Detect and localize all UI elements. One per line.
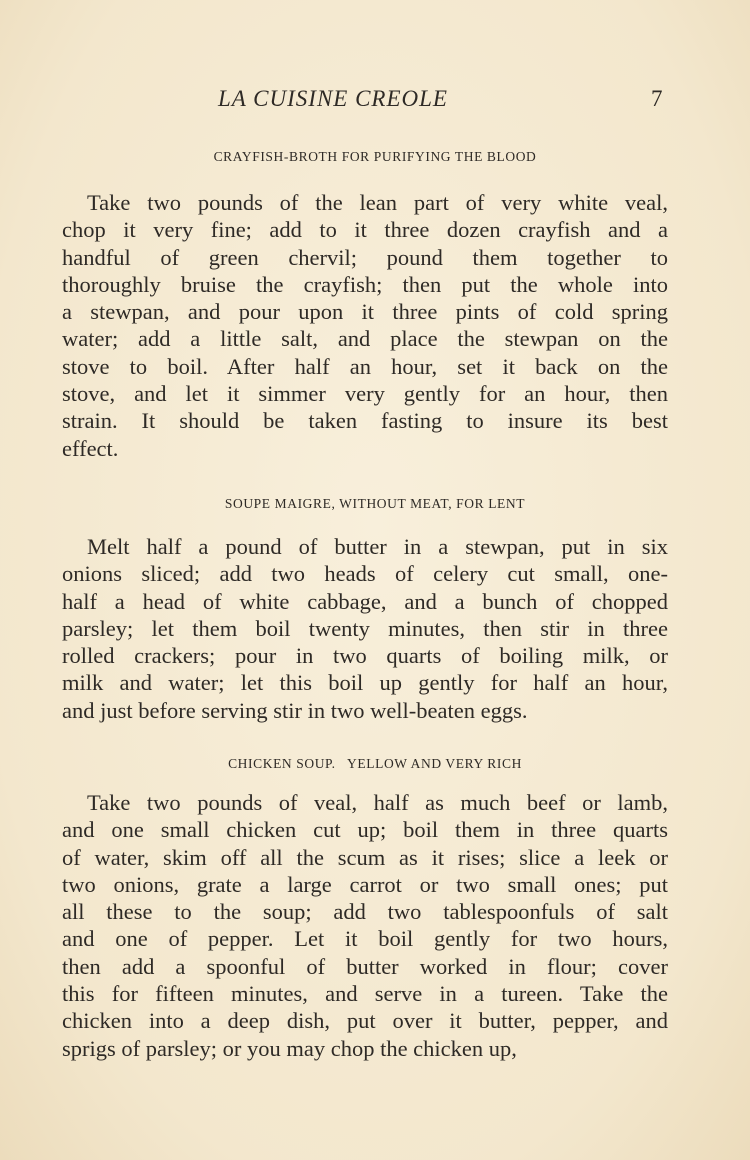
text-line: sprigs of parsley; or you may chop the chicken up, [62, 1035, 517, 1061]
page-number: 7 [651, 86, 663, 111]
recipe-heading: CRAYFISH-BROTH FOR PURIFYING THE BLOOD [213, 149, 537, 164]
text-line: of water, skim off all the scum as it rises; slice a leek or [62, 844, 668, 870]
text-line: milk and water; let this boil up gently for half an hour, [62, 670, 668, 696]
text-line: stove, and let it simmer very gently for an hour, then [62, 381, 668, 407]
text-line: half a head of white cabbage, and a bunch of chopped [62, 588, 668, 614]
text-line: rolled crackers; pour in two quarts of boiling milk, or [62, 643, 668, 669]
text-line: water; add a little salt, and place the stewpan on the [62, 326, 668, 352]
text-line: a stewpan, and pour upon it three pints of cold spring [62, 299, 668, 325]
text-line: onions sliced; add two heads of celery cut small, one- [62, 561, 668, 587]
text-line: this for fifteen minutes, and serve in a tureen. Take the [62, 981, 668, 1007]
text-line: parsley; let them boil twenty minutes, then stir in three [62, 615, 668, 641]
text-line: and just before serving stir in two well-beaten eggs. [62, 697, 528, 723]
text-line: stove to boil. After half an hour, set it back on the [62, 353, 668, 379]
text-line: Take two pounds of veal, half as much beef or lamb, [87, 790, 668, 815]
text-line: and one of pepper. Let it boil gently for two hours, [62, 926, 668, 952]
book-title: LA CUISINE CREOLE [218, 86, 448, 111]
text-line: thoroughly bruise the crayfish; then put the whole into [62, 271, 668, 297]
text-line: two onions, grate a large carrot or two small ones; put [62, 871, 668, 897]
running-head [0, 86, 750, 116]
text-line: chicken into a deep dish, put over it butter, pepper, and [62, 1008, 668, 1034]
text-line: all these to the soup; add two tablespoonfuls of salt [62, 899, 668, 925]
recipe-heading: CHICKEN SOUP. YELLOW AND VERY RICH [228, 756, 522, 771]
text-line: then add a spoonful of butter worked in flour; cover [62, 953, 668, 979]
text-line: effect. [62, 435, 119, 461]
text-line: strain. It should be taken fasting to insure its best [62, 408, 668, 434]
recipe-paragraph [62, 789, 668, 1062]
recipe-heading: SOUPE MAIGRE, WITHOUT MEAT, FOR LENT [224, 496, 526, 511]
text-line: chop it very fine; add to it three dozen crayfish and a [62, 217, 668, 243]
text-line: and one small chicken cut up; boil them in three quarts [62, 817, 668, 843]
text-line: Melt half a pound of butter in a stewpan, put in six [87, 534, 668, 559]
text-line: handful of green chervil; pound them together to [62, 244, 668, 270]
recipe-paragraph [62, 189, 668, 462]
text-line: Take two pounds of the lean part of very white veal, [87, 190, 668, 215]
recipe-paragraph [62, 533, 668, 724]
